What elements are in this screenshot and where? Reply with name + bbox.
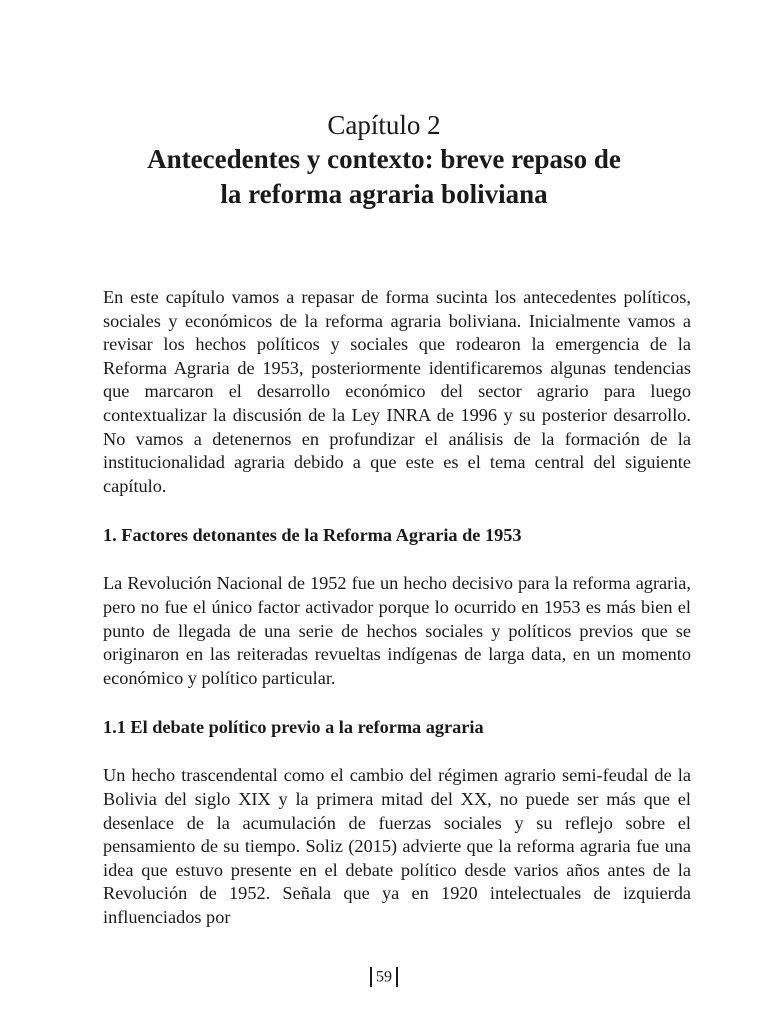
section-heading-1: 1. Factores detonantes de la Reforma Agraria de 1953 (103, 525, 522, 546)
section-heading-1-1: 1.1 El debate político previo a la reforma agraria (103, 717, 484, 738)
chapter-title-line-1: Antecedentes y contexto: breve repaso de (147, 144, 621, 174)
folio-bar-left (370, 967, 372, 987)
section-1-1-paragraph: Un hecho trascendental como el cambio del régimen agrario semi-feudal de la Bolivia del siglo XIX y la primera mitad del XX, no puede ser más que el desenlace de la acumulación de fuerzas sociales y su reflejo sobre el pensamiento de su tiempo. Soliz (2015) advierte que la reforma agraria fue una idea que estuvo presente en el debate político desde varios años antes de la Revolución de 1952. Señala que ya en 1920 intelectuales de izquierda influenciados por (103, 765, 691, 927)
chapter-title-line-2: la reforma agraria boliviana (220, 179, 548, 209)
body-text (103, 286, 691, 929)
page-number: 59 (376, 968, 392, 986)
section-1-paragraph: La Revolución Nacional de 1952 fue un hecho decisivo para la reforma agraria, pero no fue el único factor activador porque lo ocurrido en 1953 es más bien el punto de llegada de una serie de hechos sociales y políticos previos que se originaron en las reiteradas revueltas indígenas de larga data, en un momento económico y político particular. (103, 573, 691, 688)
folio-bar-right (396, 967, 398, 987)
chapter-header (90, 108, 678, 212)
intro-paragraph: En este capítulo vamos a repasar de forma sucinta los antecedentes políticos, sociales y económicos de la reforma agraria boliviana. Inicialmente vamos a revisar los hechos políticos y sociales que rodearon la emergencia de la Reforma Agraria de 1953, posteriormente identificaremos algunas tendencias que marcaron el desarrollo económico del sector agrario para luego contextualizar la discusión de la Ley INRA de 1996 y su posterior desarrollo. No vamos a detenernos en profundizar el análisis de la formación de la institucionalidad agraria debido a que este es el tema central del siguiente capítulo. (103, 287, 691, 496)
chapter-number: Capítulo 2 (327, 110, 441, 140)
page-number-footer (0, 966, 768, 988)
